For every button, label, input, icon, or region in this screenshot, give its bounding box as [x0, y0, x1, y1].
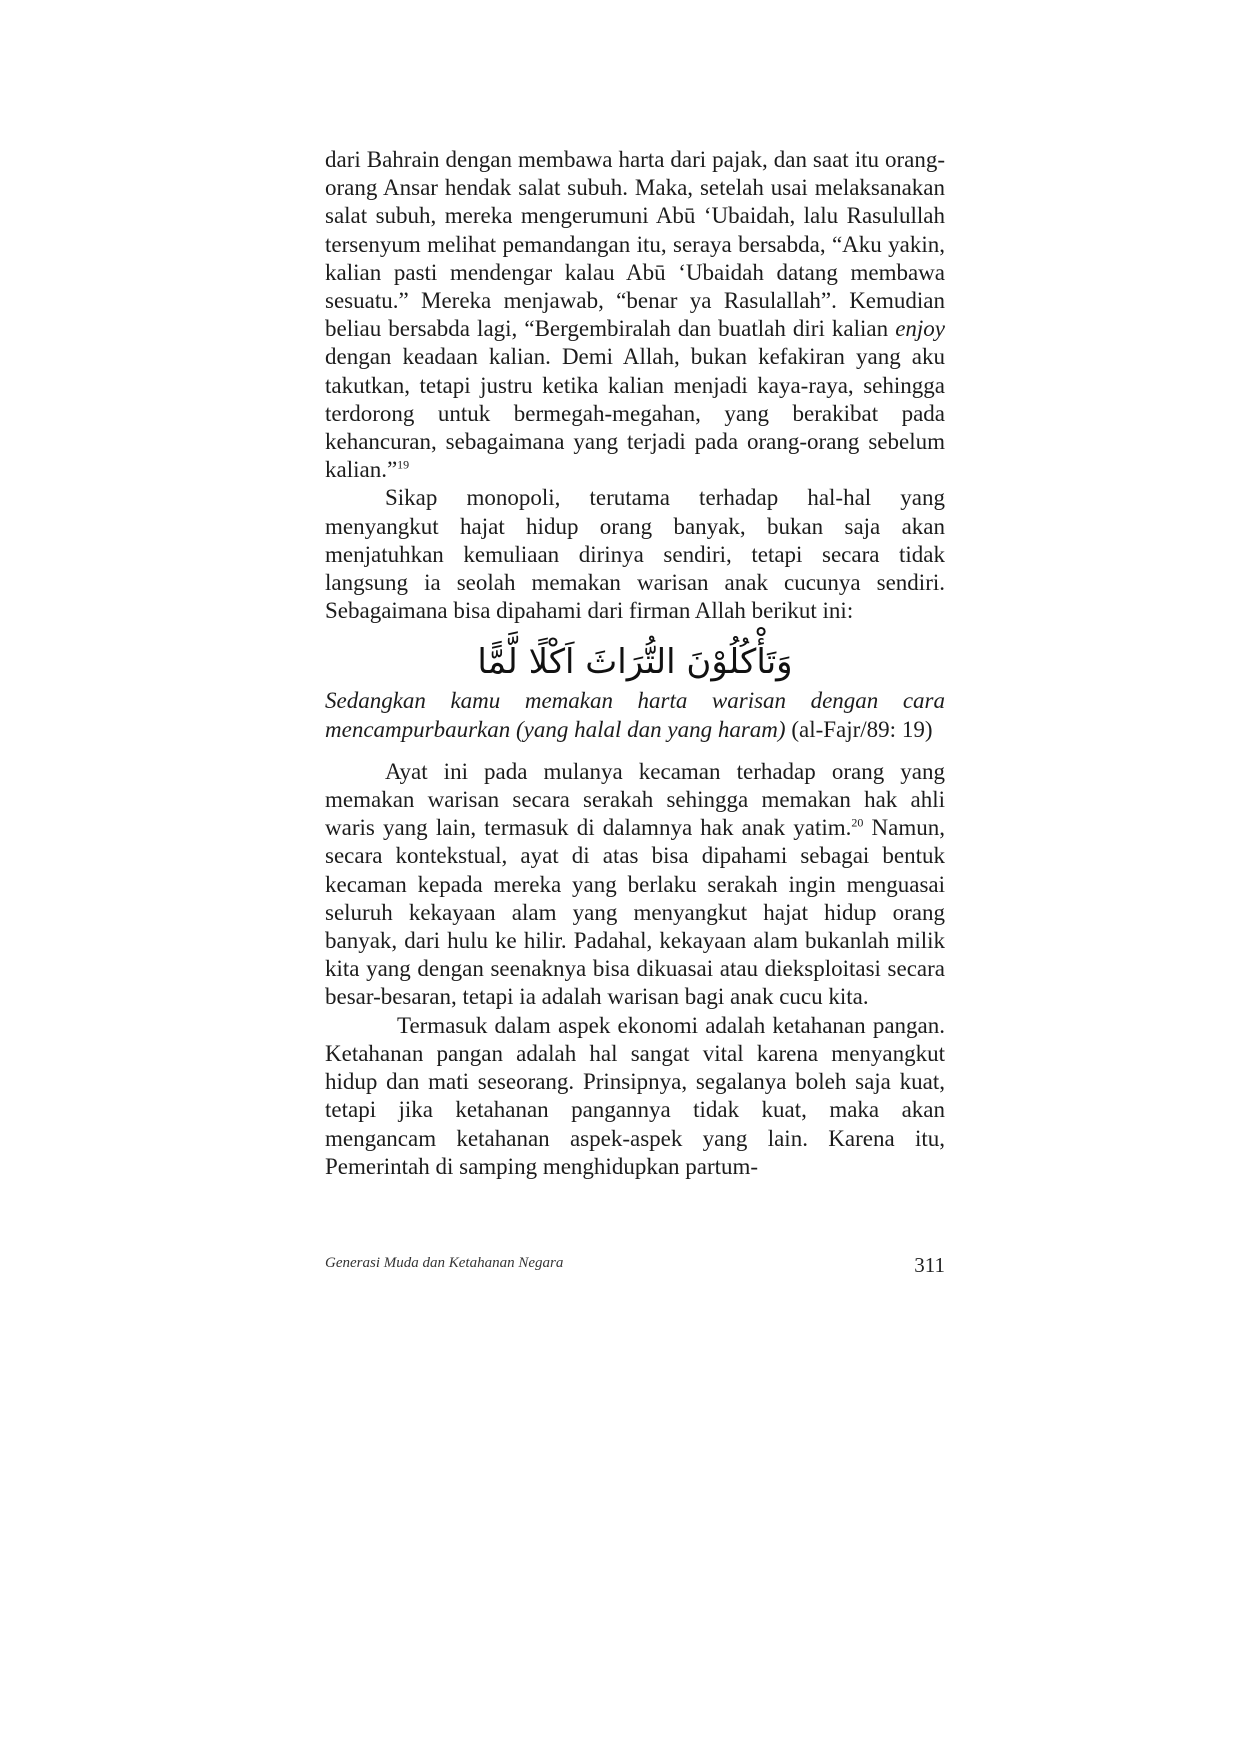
verse-translation [325, 687, 945, 743]
body-paragraph [325, 484, 945, 625]
paragraph-text: dengan keadaan kalian. Demi Allah, bukan kefakiran yang aku takutkan, tetapi justru ketika kalian menjadi kaya-raya, sehingga terdorong untuk bermegah-megahan, yang berakibat pada kehancuran, sebagaimana yang terjadi pada orang-orang sebelum kalian.” [325, 344, 945, 483]
paragraph-text: Sikap monopoli, terutama terhadap hal-hal yang menyangkut hajat hidup orang banyak, bukan saja akan menjatuhkan kemuliaan dirinya sendiri, tetapi secara tidak langsung ia seolah memakan warisan anak cucunya sendiri. Sebagaimana bisa dipahami dari firman Allah berikut ini: [325, 485, 945, 624]
paragraph-text: Ayat ini pada mulanya kecaman terhadap orang yang memakan warisan secara serakah sehingga memakan hak ahli waris yang lain, termasuk di dalamnya hak anak yatim. [325, 758, 945, 841]
italic-term: enjoy [895, 316, 945, 342]
body-paragraph [325, 758, 945, 1012]
quran-verse-arabic: وَتَأْكُلُوْنَ التُّرَاثَ اَكْلًا لَّمًّا [477, 642, 793, 683]
verse-reference: (al-Fajr/89: 19) [785, 716, 933, 742]
body-paragraph [325, 146, 945, 484]
page-number: 311 [914, 1253, 945, 1277]
body-paragraph [325, 1012, 945, 1181]
translation-text: Sedangkan kamu memakan harta warisan dengan cara mencampurbaurkan (yang halal dan yang haram) [325, 688, 945, 742]
running-title: Generasi Muda dan Ketahanan Negara [325, 1255, 564, 1271]
footnote-reference[interactable]: 20 [851, 815, 864, 830]
paragraph-text: dari Bahrain dengan membawa harta dari pajak, dan saat itu orang-orang Ansar hendak salat subuh. Maka, setelah usai melaksanakan salat subuh, mereka mengerumuni Abū ‘Ubaidah, lalu Rasulullah tersenyum melihat pemandangan itu, seraya bersabda, “Aku yakin, kalian pasti mendengar kalau Abū ‘Ubaidah datang membawa sesuatu.” Mereka menjawab, “benar ya Rasulallah”. Kemudian beliau bersabda lagi, “Bergembiralah dan buatlah diri kalian [325, 147, 945, 342]
footnote-reference[interactable]: 19 [397, 457, 410, 472]
page-footer [325, 1255, 945, 1279]
paragraph-text: Termasuk dalam aspek ekonomi adalah ketahanan pangan. Ketahanan pangan adalah hal sangat vital karena menyangkut hidup dan mati seseorang. Prinsipnya, segalanya boleh saja kuat, tetapi jika ketahanan pangannya tidak kuat, maka akan mengancam ketahanan aspek-aspek yang lain. Karena itu, Pemerintah di samping menghidupkan partum- [325, 1012, 945, 1179]
page-body [325, 146, 945, 1181]
paragraph-text: Namun, secara kontekstual, ayat di atas bisa dipahami sebagai bentuk kecaman kepada mereka yang berlaku serakah ingin menguasai seluruh kekayaan alam yang menyangkut hajat hidup orang banyak, dari hulu ke hilir. Padahal, kekayaan alam bukanlah milik kita yang dengan seenaknya bisa dikuasai atau dieksploitasi secara besar-besaran, tetapi ia adalah warisan bagi anak cucu kita. [325, 815, 945, 1010]
